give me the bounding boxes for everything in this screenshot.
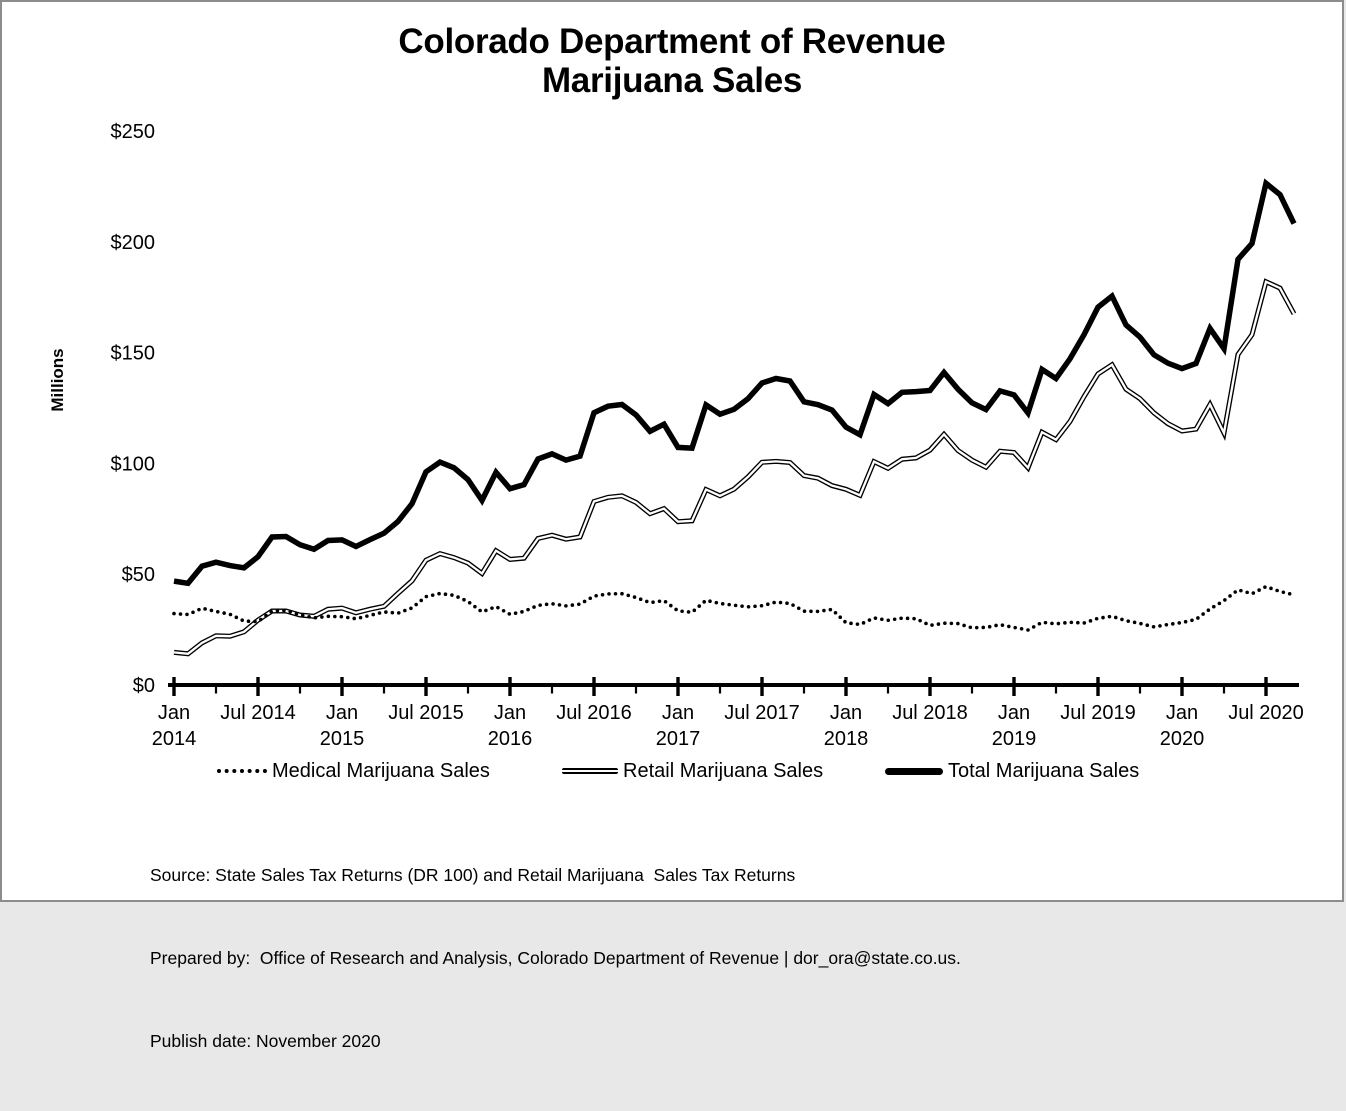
x-axis-tick-label: Jan bbox=[997, 702, 1031, 724]
x-axis-tick-label: Jul 2019 bbox=[1060, 702, 1136, 724]
y-axis-tick-label: $100 bbox=[110, 453, 155, 476]
x-axis-tick-label: Jan bbox=[325, 702, 359, 724]
x-axis-tick-label: Jan bbox=[1165, 702, 1199, 724]
x-axis-tick-label: Jan bbox=[661, 702, 695, 724]
x-axis-tick-label-year: 2015 bbox=[319, 728, 365, 750]
y-axis-tick-label: $0 bbox=[132, 675, 155, 697]
footer-publish-date: Publish date: November 2020 bbox=[150, 1030, 381, 1051]
y-axis-title: Millions bbox=[48, 348, 67, 412]
x-axis-tick-label-year: 2018 bbox=[823, 728, 869, 750]
chart-title: Colorado Department of Revenue bbox=[398, 22, 946, 61]
x-axis-tick-label: Jul 2015 bbox=[388, 702, 464, 724]
legend-label-total: Total Marijuana Sales bbox=[948, 759, 1140, 782]
legend-item-retail bbox=[562, 758, 823, 784]
legend-label-retail: Retail Marijuana Sales bbox=[623, 759, 824, 782]
y-axis-tick-label: $50 bbox=[121, 564, 155, 587]
y-axis-tick-label: $250 bbox=[110, 121, 155, 143]
retail-double-line-swatch-icon bbox=[562, 768, 618, 774]
legend-item-total bbox=[885, 758, 1139, 784]
footer bbox=[150, 807, 961, 1111]
x-axis-tick-label-year: 2019 bbox=[991, 728, 1037, 750]
medical-dotted-line-swatch-icon bbox=[217, 769, 267, 773]
retail-series-line-core bbox=[174, 282, 1294, 654]
retail-series-line-outer bbox=[174, 282, 1294, 654]
chart-subtitle: Marijuana Sales bbox=[541, 61, 803, 100]
total-thick-line-swatch-icon bbox=[885, 768, 943, 775]
x-axis-tick-label: Jan bbox=[493, 702, 527, 724]
x-axis-tick-label: Jul 2018 bbox=[892, 702, 968, 724]
x-axis-tick-label-year: 2014 bbox=[151, 728, 197, 750]
x-axis-tick-label: Jul 2017 bbox=[724, 702, 800, 724]
y-axis-tick-label: $150 bbox=[110, 342, 155, 365]
x-axis-tick-label: Jul 2020 bbox=[1228, 702, 1304, 724]
x-axis-tick-label: Jul 2016 bbox=[556, 702, 632, 724]
x-axis-tick-label: Jul 2014 bbox=[220, 702, 296, 724]
y-axis-tick-label: $200 bbox=[110, 231, 155, 254]
x-axis-tick-label-year: 2016 bbox=[487, 728, 533, 750]
x-axis-tick-label: Jan bbox=[829, 702, 863, 724]
footer-source: Source: State Sales Tax Returns (DR 100) and Retail Marijuana Sales Tax Returns bbox=[150, 865, 796, 886]
x-axis-tick-label-year: 2017 bbox=[655, 728, 701, 750]
legend-item-medical bbox=[217, 758, 490, 784]
footer-prepared-by: Prepared by: Office of Research and Analysis, Colorado Department of Revenue | dor_ora@state.co.us. bbox=[150, 947, 961, 968]
legend bbox=[2, 758, 1342, 784]
legend-label-medical: Medical Marijuana Sales bbox=[272, 759, 490, 782]
total-series-line bbox=[174, 183, 1294, 583]
x-axis-tick-label-year: 2020 bbox=[1159, 728, 1205, 750]
x-axis-tick-label: Jan bbox=[157, 702, 191, 724]
